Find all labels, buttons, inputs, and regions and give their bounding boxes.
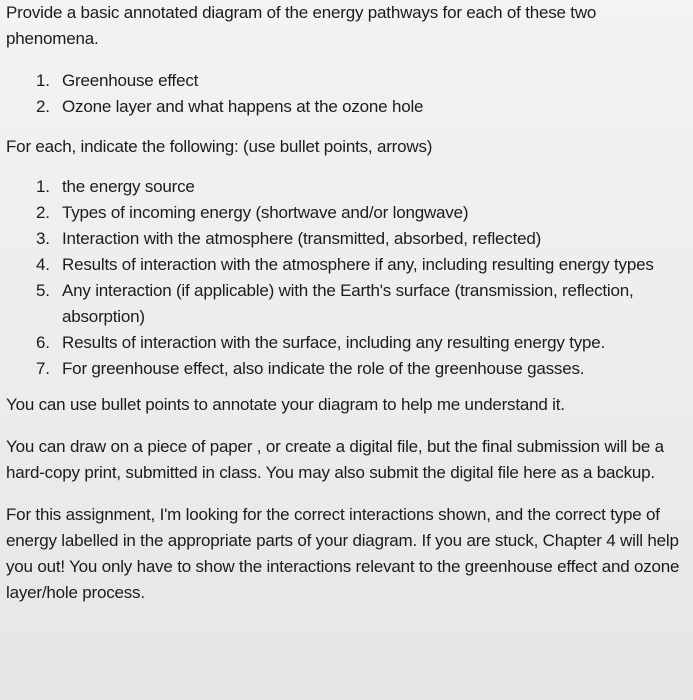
list-item: [6, 330, 689, 356]
bullets-note: You can use bullet points to annotate your diagram to help me understand it.: [6, 395, 565, 414]
item-text: Ozone layer and what happens at the ozone hole: [62, 97, 424, 116]
item-number: 4.: [36, 255, 50, 274]
item-text: Interaction with the atmosphere (transmitted, absorbed, reflected): [62, 229, 542, 248]
item-number: 5.: [36, 281, 50, 300]
draw-note: You can draw on a piece of paper , or create a digital file, but the final submission will be a hard-copy print, submitted in class. You may also submit the digital file here as a backup.: [6, 437, 664, 482]
list-item: [6, 252, 689, 278]
item-text: Results of interaction with the surface, including any resulting energy type.: [62, 333, 606, 352]
indicate-heading: For each, indicate the following: (use bullet points, arrows): [6, 137, 433, 156]
item-text: For greenhouse effect, also indicate the role of the greenhouse gasses.: [62, 359, 585, 378]
item-number: 7.: [36, 359, 50, 378]
phenomena-list: [6, 68, 689, 120]
list-item: [6, 200, 689, 226]
list-item: [6, 278, 689, 330]
item-number: 6.: [36, 333, 50, 352]
item-text: Types of incoming energy (shortwave and/or longwave): [62, 203, 469, 222]
item-text: Greenhouse effect: [62, 71, 199, 90]
item-number: 3.: [36, 229, 50, 248]
item-text: the energy source: [62, 177, 195, 196]
list-item: [6, 226, 689, 252]
list-item: [6, 68, 689, 94]
item-number: 2.: [36, 203, 50, 222]
assignment-note: For this assignment, I'm looking for the correct interactions shown, and the correct type of energy labelled in the appropriate parts of your diagram. If you are stuck, Chapter 4 will help you out! You only have to show the interactions relevant to the greenhouse effect and ozone layer/hole process.: [6, 505, 680, 602]
item-text: Results of interaction with the atmosphere if any, including resulting energy types: [62, 255, 654, 274]
list-item: [6, 94, 689, 120]
list-item: [6, 356, 689, 382]
list-item: [6, 174, 689, 200]
item-text: Any interaction (if applicable) with the Earth's surface (transmission, reflection, absorption): [62, 281, 634, 326]
indicate-list: [6, 174, 689, 382]
intro-paragraph: Provide a basic annotated diagram of the energy pathways for each of these two phenomena.: [6, 3, 597, 48]
item-number: 2.: [36, 97, 50, 116]
item-number: 1.: [36, 177, 50, 196]
item-number: 1.: [36, 71, 50, 90]
